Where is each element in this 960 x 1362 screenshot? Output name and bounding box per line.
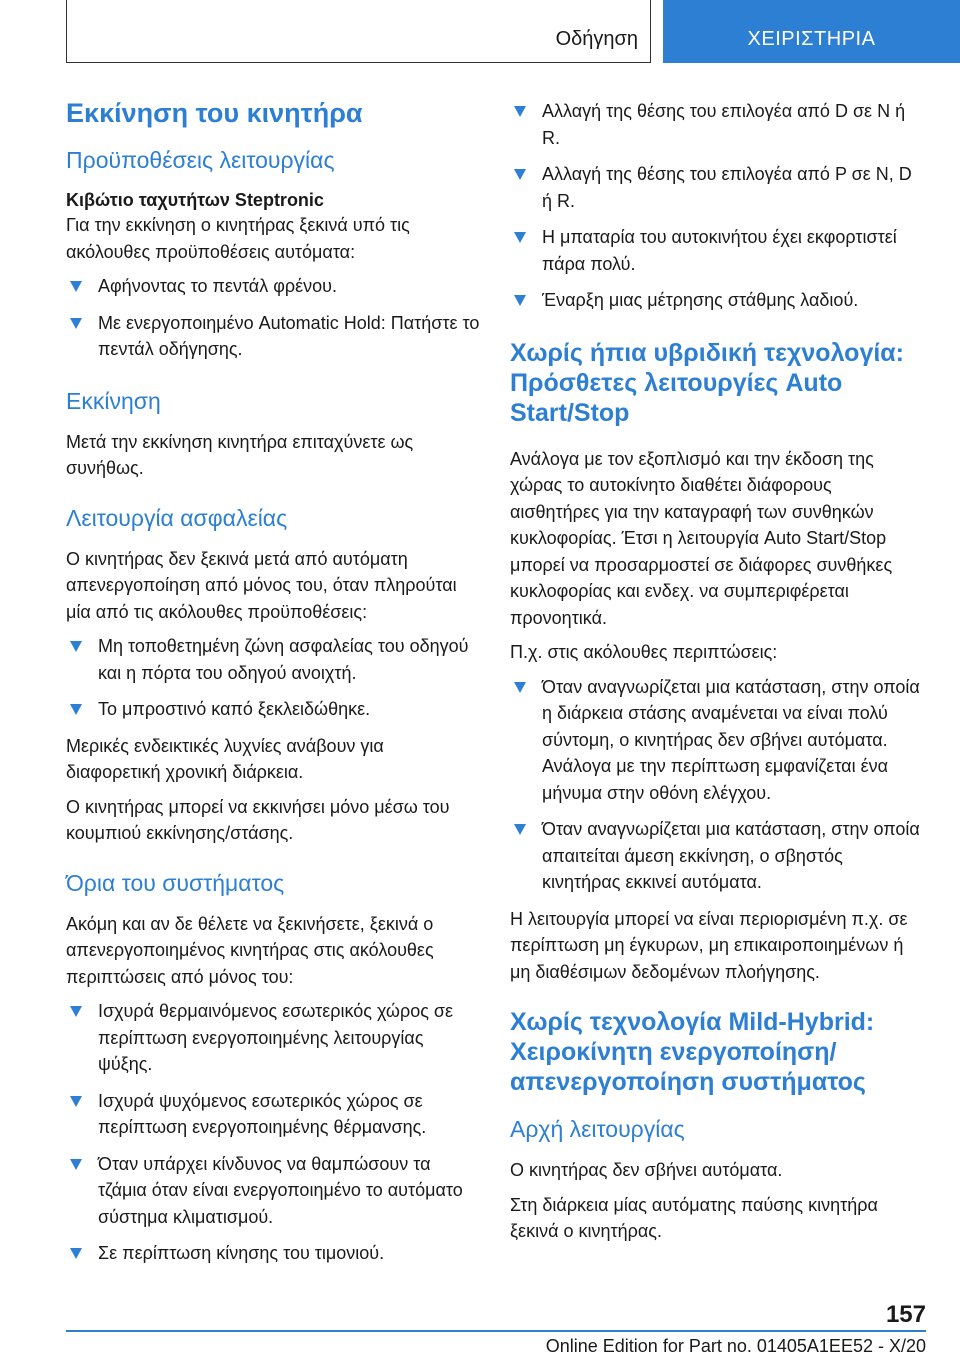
list-item: Το μπροστινό καπό ξεκλειδώθηκε. [66,696,480,723]
list-item: Όταν αναγνωρίζεται μια κατάσταση, στην οποία η διάρκεια στάσης αναμένεται να είναι πολύ σύντομη, ο κινητήρας δεν σβήνει αυτόματα. Ανάλογα με την περίπτωση εμφανίζεται ένα μήνυμα στην οθόνη ελέγχου. [510,674,926,807]
paragraph: Ακόμη και αν δε θέλετε να ξεκινήσετε, ξεκινά ο απενεργοποιημένος κινητήρας στις ακόλουθες περιπτώσεις από μόνος του: [66,913,434,987]
paragraph: Η λειτουργία μπορεί να είναι περιορισμένη π.χ. σε περίπτωση μη έγκυρων, μη επικαιροποιημένων ή μη διαθέσιμων δεδομένων πλοήγησης. [510,908,908,982]
footer-edition: Online Edition for Part no. 01405A1EE52 - X/20 [545,1336,926,1356]
subsection-title: Όρια του συστήματος [66,869,285,896]
list-item: Όταν αναγνωρίζεται μια κατάσταση, στην οποία απαιτείται άμεση εκκίνηση, ο σβηστός κινητήρας εκκινεί αυτόματα. [510,816,926,896]
footer-divider [66,1330,926,1332]
bullet-triangle-icon [70,281,82,292]
list-item: Η μπαταρία του αυτοκινήτου έχει εκφορτιστεί πάρα πολύ. [510,224,926,277]
topic-heading: Κιβώτιο ταχυτήτων Steptronic [66,190,324,210]
bullet-triangle-icon [70,641,82,652]
section-title: Χωρίς ήπια υβριδική τεχνολογία: Πρόσθετες λειτουργίες Auto Start/Stop [510,338,904,427]
header-chapter-label: ΧΕΙΡΙΣΤΗΡΙΑ [747,28,876,50]
header-chapter-tab [663,0,960,63]
bullet-triangle-icon [70,704,82,715]
bullet-list [66,998,480,1267]
list-item: Ισχυρά ψυχόμενος εσωτερικός χώρος σε περίπτωση ενεργοποιημένης θέρμανσης. [66,1088,480,1141]
paragraph: Ο κινητήρας δεν σβήνει αυτόματα. [510,1160,783,1180]
bullet-list [66,273,480,363]
bullet-list [510,98,926,314]
list-item: Με ενεργοποιημένο Automatic Hold: Πατήστε το πεντάλ οδήγησης. [66,310,480,363]
list-item: Αλλαγή της θέσης του επιλογέα από P σε N, D ή R. [510,161,926,214]
paragraph: Π.χ. στις ακόλουθες περιπτώσεις: [510,642,778,662]
paragraph: Στη διάρκεια μίας αυτόματης παύσης κινητήρα ξεκινά ο κινητήρας. [510,1194,878,1241]
bullet-list [66,633,480,723]
subsection-title: Προϋποθέσεις λειτουργίας [66,147,335,173]
paragraph: Ο κινητήρας δεν ξεκινά μετά από αυτόματη απενεργοποίηση από μόνος του, όταν πληρούται μία από τις ακόλουθες προϋποθέσεις: [66,548,457,622]
subsection-title: Αρχή λειτουργίας [510,1116,685,1142]
list-item: Όταν υπάρχει κίνδυνος να θαμπώσουν τα τζάμια όταν είναι ενεργοποιημένο το αυτόματο σύστημα κλιματισμού. [66,1151,480,1231]
list-item: Σε περίπτωση κίνησης του τιμονιού. [66,1240,480,1267]
paragraph: Ο κινητήρας μπορεί να εκκινήσει μόνο μέσω του κουμπιού εκκίνησης/στάσης. [66,796,450,843]
paragraph: Μερικές ενδεικτικές λυχνίες ανάβουν για διαφορετική χρονική διάρκεια. [66,735,384,782]
bullet-list [510,674,926,896]
right-column [510,98,926,1253]
bullet-triangle-icon [70,1248,82,1259]
bullet-triangle-icon [514,232,526,243]
bullet-triangle-icon [514,824,526,835]
header-section-box [66,0,651,63]
subsection-title: Εκκίνηση [66,387,161,414]
bullet-triangle-icon [514,169,526,180]
bullet-triangle-icon [514,295,526,306]
list-item: Μη τοποθετημένη ζώνη ασφαλείας του οδηγού και η πόρτα του οδηγού ανοιχτή. [66,633,480,686]
bullet-triangle-icon [70,318,82,329]
paragraph: Για την εκκίνηση ο κινητήρας ξεκινά υπό τις ακόλουθες προϋποθέσεις αυτόματα: [66,215,410,262]
section-title: Χωρίς τεχνολογία Mild-Hybrid: Χειροκίνητη ενεργοποίηση/ απενεργοποίηση συστήματος [510,1008,875,1096]
header-section-label: Οδήγηση [555,28,638,50]
left-column [66,98,480,1277]
page-number: 157 [885,1301,926,1328]
list-item: Αλλαγή της θέσης του επιλογέα από D σε N ή R. [510,98,926,151]
bullet-triangle-icon [514,106,526,117]
paragraph: Ανάλογα με τον εξοπλισμό και την έκδοση της χώρας το αυτοκίνητο διαθέτει διάφορους αισθητήρες για την καταγραφή των συνθηκών κυκλοφορίας. Έτσι η λειτουργία Auto Start/Stop μπορεί να προσαρμοστεί σε διάφορες συνθήκες κυκλοφορίας και ενδεχ. να συμπεριφέρεται προνοητικά. [510,448,893,628]
bullet-triangle-icon [70,1096,82,1107]
list-item: Αφήνοντας το πεντάλ φρένου. [66,273,480,300]
subsection-title: Λειτουργία ασφαλείας [66,504,288,531]
paragraph: Μετά την εκκίνηση κινητήρα επιταχύνετε ως συνήθως. [66,431,414,478]
list-item: Έναρξη μιας μέτρησης στάθμης λαδιού. [510,287,926,314]
bullet-triangle-icon [70,1006,82,1017]
bullet-triangle-icon [70,1159,82,1170]
section-title: Εκκίνηση του κινητήρα [66,98,363,128]
list-item: Ισχυρά θερμαινόμενος εσωτερικός χώρος σε περίπτωση ενεργοποιημένης λειτουργίας ψύξης. [66,998,480,1078]
bullet-triangle-icon [514,682,526,693]
